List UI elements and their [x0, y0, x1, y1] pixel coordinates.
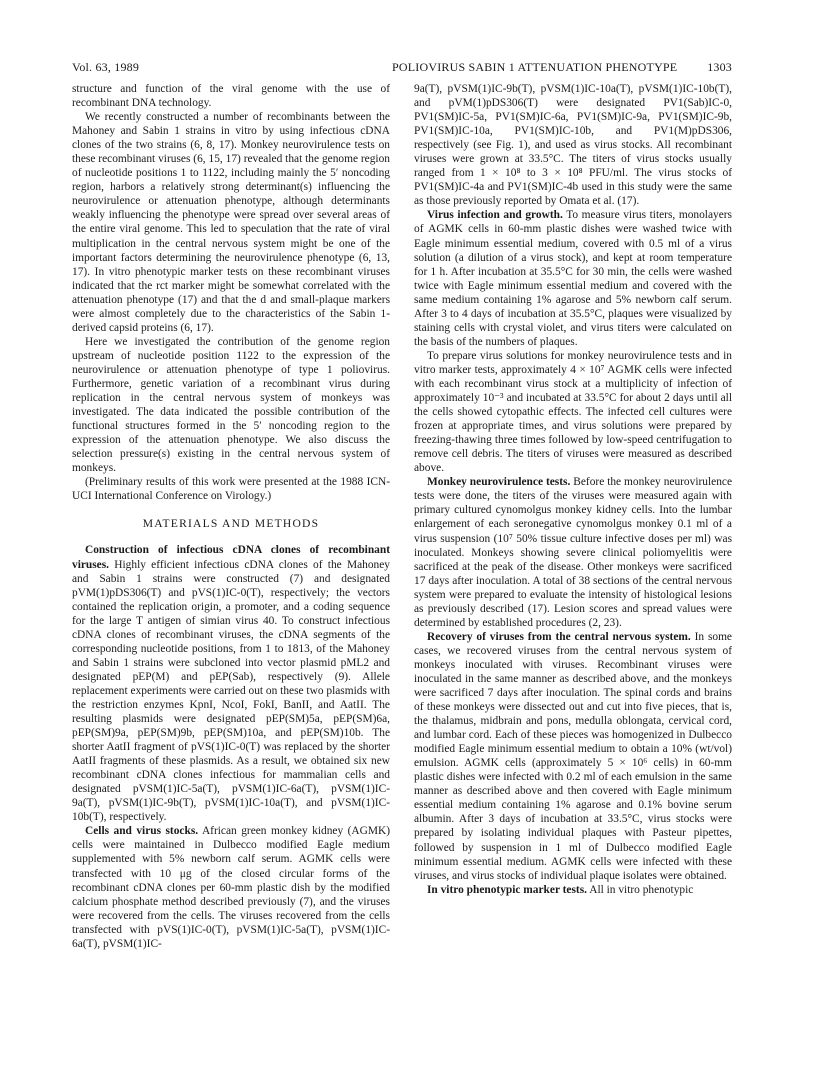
neurovirulence-body: Before the monkey neurovirulence tests were done, the titers of the viruses were measured again with primary cultured cynomolgus monkey kidney cells. Into the lumbar enlargement of each seronegative cynomolgus monkey 0.1 ml of a virus suspension (10⁷ 50% tissue culture infective doses per ml) was inoculated. Monkeys showing severe clinical poliomyelitis were sacrificed at the peak of the disease. Other monkeys were sacrificed 17 days after inoculation. A total of 38 sections of the central nervous system were prepared to evaluate the intensity of histological lesions as previously described (17). Lesion scores and spread values were determined by established procedures (2, 23). — [414, 476, 733, 629]
run-in-heading-construction: Construction of infectious cDNA clones of recombinant viruses. — [72, 544, 390, 571]
paragraph-recombinants: We recently constructed a number of recombinants between the Mahoney and Sabin 1 strains in vitro by using infectious cDNA clones of the two strains (6, 8, 17). Monkey neurovirulence tests on these recombinant viruses (6, 15, 17) revealed that the genome region of nucleotide positions 1 to 1122, including mainly the 5′ noncoding region, harbors a relatively strong determinant(s) influencing the neurovirulence or attenuation phenotype, although determinants weakly influencing the phenotype were spread over several areas of the entire viral genome. This led to speculation that the rate of viral multiplication in the central nervous system might be one of the important factors determining the neurovirulence phenotype (6, 13, 17). In vitro phenotypic marker tests on these recombinant viruses indicated that the rct marker might be somewhat correlated with the attenuation phenotype (17) and that the d and small-plaque markers were almost completely due to the characteristics of the Sabin 1-derived capsid proteins (6, 17). — [72, 111, 390, 334]
paragraph-virus-stocks-cont: 9a(T), pVSM(1)IC-9b(T), pVSM(1)IC-10a(T), pVSM(1)IC-10b(T), and pVM(1)pDS306(T) were designated PV1(Sab)IC-0, PV1(SM)IC-5a, PV1(SM)IC-6a, PV1(SM)IC-9a, PV1(SM)IC-9b, PV1(SM)IC-10a, PV1(SM)IC-10b, and PV1(M)pDS306, respectively (see Fig. 1), and used as virus stocks. All recombinant viruses were grown at 33.5°C. The titers of virus stocks usually ranged from 1 × 10⁸ to 3 × 10⁸ PFU/ml. The virus stocks of PV1(SM)IC-4a and PV1(SM)IC-4b used in this study were the same as those previously reported by Omata et al. (17). — [414, 83, 732, 208]
construction-body: Highly efficient infectious cDNA clones of the Mahoney and Sabin 1 strains were constructed (7) and designated pVM(1)pDS306(T) and pVS(1)IC-0(T), respectively; the vectors contained the replication origin, a promoter, and a coding sequence for the large T antigen of simian virus 40. To construct infectious cDNA clones of recombinant viruses, the cDNA segments of the corresponding nucleotide positions, from 1 to 1813, of the Mahoney and Sabin 1 strains were subcloned into vector plasmid pML2 and designated pEP(M) and pEP(Sab), respectively (9). Allele replacement experiments were carried out on these two plasmids with the restriction enzymes KpnI, NcoI, FokI, BanII, and AatII. The resulting plasmids were designated pEP(SM)5a, pEP(SM)6a, pEP(SM)9a, pEP(SM)9b, pEP(SM)10a, and pEP(SM)10b. The shorter AatII fragment of pVS(1)IC-0(T) was replaced by the shorter AatII fragments of these plasmids. As a result, we obtained six new recombinant cDNA clones infectious for mammalian cells and designated pVSM(1)IC-5a(T), pVSM(1)IC-6a(T), pVSM(1)IC-9a(T), pVSM(1)IC-9b(T), pVSM(1)IC-10a(T), and pVSM(1)IC-10b(T), respectively. — [72, 558, 390, 824]
paragraph-preliminary: (Preliminary results of this work were presented at the 1988 ICN-UCI International Conference on Virology.) — [72, 476, 390, 503]
run-in-heading-infection: Virus infection and growth. — [427, 209, 563, 222]
cells-body: African green monkey kidney (AGMK) cells were maintained in Dulbecco modified Eagle medium supplemented with 5% newborn calf serum. AGMK cells were transfected with 10 μg of the closed circular forms of the recombinant cDNA clones per 60-mm plastic dish by the modified calcium phosphate method described previously (7), and the viruses were recovered from the cells. The viruses recovered from the cells transfected with pVS(1)IC-0(T), pVSM(1)IC-5a(T), pVSM(1)IC-6a(T), pVSM(1)IC- — [72, 825, 391, 950]
paragraph-objectives: Here we investigated the contribution of the genome region upstream of nucleotide position 1122 to the expression of the neurovirulence or attenuation phenotype of type 1 poliovirus. Furthermore, genetic variation of a recombinant virus during replication in the central nervous system of monkeys was investigated. The data indicated the possible contribution of the functional structures formed in the 5′ noncoding region to the expression of the attenuation phenotype. We also discuss the selection pressure(s) existing in the central nervous system of monkeys. — [72, 335, 390, 475]
run-in-heading-marker-tests: In vitro phenotypic marker tests. — [427, 883, 587, 896]
recovery-body: In some cases, we recovered viruses from the central nervous system of monkeys inoculated with viruses. Recombinant viruses were inoculated in the same manner as described above, and the monkeys were sacrificed 7 days after inoculation. The spinal cords and brains of these monkeys were dissected out and cut into five pieces, that is, the thalamus, midbrain and pons, medulla oblongata, cervical cord, and lumbar cord. Each of these pieces was homogenized in Dulbecco modified Eagle minimum essential medium to obtain a 10% (wt/vol) emulsion. AGMK cells (approximately 5 × 10⁶ cells) in 60-mm plastic dishes were infected with 0.2 ml of each emulsion in the same manner as described above and then covered with Eagle minimum essential medium containing 1% agarose and 0.1% bovine serum albumin. After 3 days of incubation at 33.5°C, virus stocks were prepared by isolating individual plaques with Pasteur pipettes, followed by suspension in 1 ml of Dulbecco modified Eagle minimum essential medium. AGMK cells were infected with these viruses, and virus stocks of individual plaque isolates were obtained. — [414, 630, 732, 882]
paragraph-recovery — [414, 630, 732, 883]
volume-year: Vol. 63, 1989 — [72, 60, 140, 74]
paragraph-construction — [72, 543, 390, 824]
infection-body: To measure virus titers, monolayers of AGMK cells in 60-mm plastic dishes were washed twice with Eagle minimum essential medium, covered with 0.5 ml of a virus solution (a dilution of a virus stock), and kept at room temperature for 1 h. After incubation at 35.5°C for 30 min, the cells were washed twice with Eagle minimum essential medium and covered with the same medium containing 1% agarose and 5% newborn calf serum. After 3 to 4 days of incubation at 35.5°C, plaques were visualized by staining cells with crystal violet, and virus titers were calculated on the basis of the numbers of plaques. — [414, 209, 732, 348]
run-in-heading-recovery: Recovery of viruses from the central nervous system. — [427, 630, 691, 643]
running-title: POLIOVIRUS SABIN 1 ATTENUATION PHENOTYPE — [392, 60, 678, 74]
page-number: 1303 — [707, 60, 732, 74]
run-in-heading-neurovirulence: Monkey neurovirulence tests. — [427, 476, 571, 489]
section-title-methods: MATERIALS AND METHODS — [142, 517, 320, 531]
paragraph-continued: structure and function of the viral genome with the use of recombinant DNA technology. — [72, 83, 390, 110]
marker-tests-body: All in vitro phenotypic — [587, 883, 694, 896]
paragraph-marker-tests — [414, 883, 732, 897]
paragraph-infection — [414, 208, 732, 348]
paragraph-neurovirulence — [414, 475, 732, 630]
left-column — [72, 82, 390, 951]
run-in-heading-cells: Cells and virus stocks. — [85, 825, 199, 838]
paragraph-virus-solutions: To prepare virus solutions for monkey neurovirulence tests and in vitro marker tests, approximately 4 × 10⁷ AGMK cells were infected with each recombinant virus stock at a multiplicity of infection of approximately 10⁻³ and incubated at 33.5°C for about 2 days until all the cells showed cytopathic effects. The infected cell cultures were frozen at appropriate times, and virus solutions were prepared by freezing-thawing three times followed by low-speed centrifugation to remove cell debris. The titers of viruses were measured as described above. — [414, 349, 732, 475]
paragraph-cells — [72, 824, 390, 950]
right-column — [414, 82, 732, 897]
